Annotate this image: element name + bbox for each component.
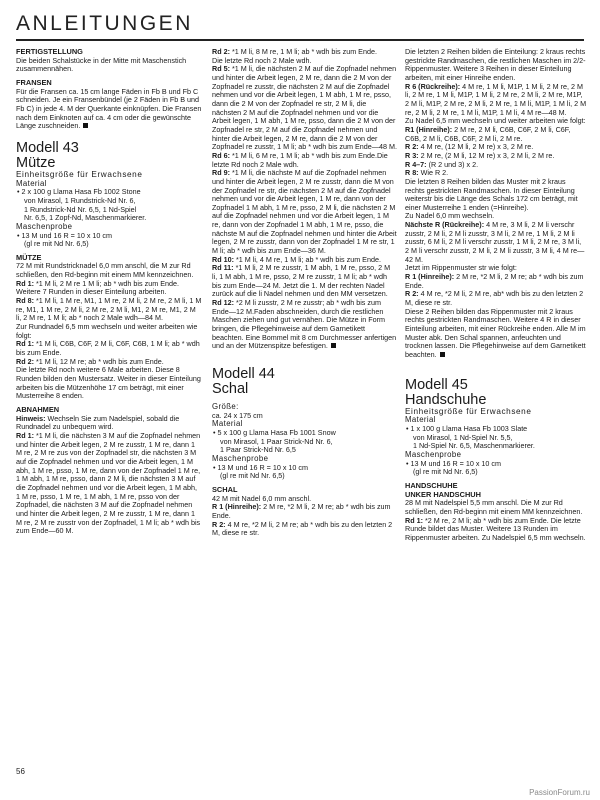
header-rule xyxy=(16,39,584,41)
section-heading-schal: SCHAL xyxy=(212,484,238,494)
title-line: Schal xyxy=(212,380,249,397)
paragraph: Weitere 7 Runden in dieser Einteilung arbeiten. xyxy=(16,287,167,297)
row-text: 4 M re, 3 M li, 2 M li verschr zusstr, 2 M li, 2 M li zusstr, 3 M li, 2 M re, 1 M li, 2 M li zusstr, 6 M li, 2 M li verschr zusstr, 1 M li, 2 M re, 3 M li, 2 M li verschr zusstr, 2 M li, 2 M li zusstr, 3 M li, 4 M re—42 M. xyxy=(405,220,585,264)
probe-line: (gl re mit Nd Nr. 6,5) xyxy=(220,471,285,481)
row-text: *1 M li, die nächsten 3 M auf die Zopfnadel nehmen und hinter die Arbeit legen, 2 M re zusstr, 1 M re, dann 1 M re, 2 M re zus von der Zopfnadel str, die nächsten 3 M auf die Zopfnadel nehmen und vor die Arbeit legen, 1 M abh, 1 M re, psso, 1 M re, dann von der Zopfnadel 1 M re, 1 M abh, 1 M re, psso, dann 2 M li, die nächsten 3 M auf die Zopfnadel nehmen und vor die Arbeit legen, 1 M abh, 1 M re, psso, 1 M re, 1 M abh, 1 M re, psso von der Zopfnadel, die nächsten 3 M auf die Zopfnadel nehmen und hinter die Arbeit legen, 2 M re zusstr, 1 M re, dann 1 M re, 2 M re zusstr von der Zopfnadel, 1 M li; ab * wdh bis zum Ende—60 M. xyxy=(16,430,201,536)
row-text: *1 M li, C6B, C6F, 2 M li, C6F, C6B, 1 M li; ab * wdh bis zum Ende. xyxy=(16,339,200,358)
instruction-row xyxy=(16,432,202,536)
paragraph: Jetzt im Rippenmuster str wie folgt: xyxy=(405,263,517,273)
row-text: *1 M li, 4 M re, 1 M li; ab * wdh bis zum Ende. xyxy=(233,254,381,264)
row-text: *1 M li, 12 M re; ab * wdh bis zum Ende. xyxy=(33,356,164,366)
row-text: *1 M li, 8 M re, 1 M li; ab * wdh bis zum Ende. xyxy=(229,47,377,56)
section-heading-fertigstellung: FERTIGSTELLUNG xyxy=(16,47,83,56)
row-label: Rd 6: xyxy=(212,150,230,160)
modell-43-title xyxy=(16,141,202,171)
row-label: Rd 12: xyxy=(212,298,234,308)
maschenprobe-label: Maschenprobe xyxy=(16,221,73,231)
instruction-row xyxy=(405,517,587,543)
material-line: von Mirasol, 1 Rundstrick-Nd Nr. 6, xyxy=(24,195,136,205)
instruction-row xyxy=(16,297,202,323)
groesse-label: Größe: xyxy=(212,401,239,411)
maschenprobe-label: Maschenprobe xyxy=(212,453,269,463)
instruction-row xyxy=(405,221,587,264)
paragraph: 72 M mit Rundstricknadel 6,0 mm anschl, die M zur Rd schließen, den Rd-beginn mit einem MM kennzeichnen. xyxy=(16,261,194,280)
paragraph: Die letzte Rd noch weitere 6 Male arbeiten. Diese 8 Runden bilden den Mustersatz. Weiter in dieser Einteilung arbeiten bis die Mützenhöhe 17 cm beträgt, mit einer Musterreihe 8 enden. xyxy=(16,365,201,401)
instruction-row xyxy=(212,503,397,520)
row-text: *1 M li, 2 M re zusstr, 1 M abh, 1 M re, psso, 2 M li, 1 M abh, 1 M re, psso, 2 M re zusstr, 1 M li; ab * wdh bis zum Ende—24 M. Jetzt die 1. M der rechten Nadel zurück auf die li Nadel nehmen und den MM versetzen. xyxy=(212,263,391,299)
page-header-title: ANLEITUNGEN xyxy=(16,12,193,35)
instruction-row xyxy=(16,340,202,357)
title-line: Modell 44 xyxy=(212,365,275,382)
probe-line: (gl re mit Nd Nr. 6,5) xyxy=(24,239,89,249)
row-label: Rd 11: xyxy=(212,263,234,273)
instruction-row xyxy=(212,65,397,152)
material-line: • 5 x 100 g Llama Hasa Fb 1001 Snow xyxy=(213,427,336,437)
row-text: *1 M li, 2 M re 1 M li; ab * wdh bis zum Ende. xyxy=(33,278,179,288)
row-label: Rd 9: xyxy=(212,168,230,178)
probe-line: • 13 M und 16 R = 10 x 10 cm xyxy=(17,230,113,240)
end-square-icon xyxy=(440,352,445,357)
material-line: 1 Rundstrick-Nd Nr. 6,5, 1 Nd-Spiel xyxy=(24,204,137,214)
row-text: 4 M re, *2 M li, 2 M re; ab * wdh bis zu den letzten 2 M, diese re str. xyxy=(212,519,393,538)
row-label: Rd 5: xyxy=(212,64,230,74)
modell-45-title xyxy=(405,378,587,408)
paragraph: Zu Nadel 6,5 mm wechseln und weiter arbeiten wie folgt: xyxy=(405,116,586,126)
row-label: Rd 2: xyxy=(212,47,230,56)
column-1 xyxy=(16,48,202,536)
row-label: R1 (Hinreihe): xyxy=(405,124,453,134)
material-line: von Mirasol, 1 Nd-Spiel Nr. 5,5, xyxy=(413,432,513,442)
probe-line: (gl re mit Nd Nr. 6,5) xyxy=(413,467,478,477)
modell-44-title xyxy=(212,367,397,397)
probe-line: • 13 M und 16 R = 10 x 10 cm xyxy=(406,458,502,468)
row-text: Wechseln Sie zum Nadelspiel, sobald die Rundnadel zu unbequem wird. xyxy=(16,413,180,432)
title-line: Modell 45 xyxy=(405,376,468,393)
section-heading-fransen: FRANSEN xyxy=(16,77,52,87)
row-text: *1 M li, 6 M re, 1 M li; ab * wdh bis zum Ende.Die letzte Rd noch 2 Male wdh. xyxy=(212,150,388,169)
row-label: R 4–7: xyxy=(405,159,427,169)
row-text: (R 2 und 3) x 2. xyxy=(426,159,479,169)
page-number: 56 xyxy=(16,767,25,776)
column-2 xyxy=(212,48,397,538)
paragraph: 28 M mit Nadelspiel 5,5 mm anschl. Die M zur Rd schließen, den Rd-beginn mit einem MM kennzeichnen. xyxy=(405,498,583,516)
row-label: Rd 1: xyxy=(16,430,34,440)
column-3 xyxy=(405,48,587,542)
material-line: 1 Nd-Spiel Nr. 6,5, Maschenmarkierer. xyxy=(413,441,535,451)
text: Diese 2 Reihen bilden das Rippenmuster mit 2 kraus rechts gestrickten Randmaschen. Weitere 4 R in dieser Einteilung arbeiten, mit einer Rückreihe enden. Alle M im Muster abk. Den Schal spannen, anfeuchten und trocknen lassen. Die Pflegehinweise auf dem Garnetikett beachten. xyxy=(405,306,586,359)
material-label: Material xyxy=(212,419,243,429)
row-text: Wie R 2. xyxy=(418,168,449,178)
maschenprobe-label: Maschenprobe xyxy=(405,449,462,459)
material-line: Nr. 6,5, 1 Zopf-Nd, Maschenmarkierer. xyxy=(24,213,147,223)
row-label: Rd 1: xyxy=(16,339,34,349)
section-heading-muetze: MÜTZE xyxy=(16,252,42,262)
row-label: R 3: xyxy=(405,150,419,160)
paragraph xyxy=(405,308,587,360)
row-label: Nächste R (Rückreihe): xyxy=(405,220,485,230)
row-label: R 6 (Rückreihe): xyxy=(405,81,461,91)
material-label: Material xyxy=(405,415,436,425)
instruction-row xyxy=(405,290,587,307)
row-label: Hinweis: xyxy=(16,413,46,423)
paragraph: Zu Nadel 6,0 mm wechseln. xyxy=(405,211,495,221)
size-subtitle: Einheitsgröße für Erwachsene xyxy=(16,169,143,179)
instruction-row xyxy=(212,521,397,538)
size-subtitle: Einheitsgröße für Erwachsene xyxy=(405,406,532,416)
row-label: R 1 (Hinreihe): xyxy=(405,272,455,282)
row-text: *2 M li zusstr, 2 M re zusstr; ab * wdh bis zum Ende—12 M.Faden abschneiden, durch die restlichen Maschen ziehen und gut vernähen. Die Mütze in Form bringen, die Pflegehinweise auf dem Garnetikett beachten. Eine Bommel mit 8 cm Durchmesser anfertigen und an der Mützenspitze befestigen. xyxy=(212,298,397,351)
instruction-row xyxy=(405,273,587,290)
section-heading-abnahmen: ABNAHMEN xyxy=(16,404,60,414)
row-text: 4 M re, 1 M li, M1P, 1 M li, 2 M re, 2 M li, 2 M re, 1 M li, M1P, 1 M li, 2 M re, 2 M li, 2 M re, M1P, 2 M li, M1P, 2 M re, 2 M li, 2 M re, 1 M li, M1P, 1 M li, 2 M re, 2 M li, 2 M re, 1 M li, M1P, 1 M li, 4 M re—48 M. xyxy=(405,81,587,117)
row-label: R 2: xyxy=(405,142,419,152)
probe-line: • 13 M und 16 R = 10 x 10 cm xyxy=(213,462,309,472)
instruction-row xyxy=(405,126,587,143)
title-line: Mütze xyxy=(16,154,56,171)
row-label: Rd 10: xyxy=(212,254,234,264)
row-text: 2 M re, *2 M li, 2 M re; ab * wdh bis zum Ende. xyxy=(212,502,391,520)
end-square-icon xyxy=(331,343,336,348)
row-label: R 8: xyxy=(405,168,419,178)
row-text: *1 M li, die nächsten 2 M auf die Zopfnadel nehmen und hinter die Arbeit legen, 2 M re, dann die 2 M von der Zopfnadel re zusstr, die nächsten 2 M auf die Zopfnadel nehmen und vor die Arbeit legen, 1 M abh, 1 M re, psso, dann die 2 M von der Zopfnadel re str, 2 M li, die nächsten 2 M auf die Zopfnadel nehmen und vor die Arbeit legen, 1 M abh, 1 M re, psso, dann die 2 M von der Zopfnadel re str, 2 M auf die Zopfnadel nehmen und hinter die Arbeit legen, 2 M re, dann die 2 M von der Zopfnadel re zusstr, 1 M li; ab * wdh bis zum Ende—48 M. xyxy=(212,64,397,152)
paragraph xyxy=(16,88,202,131)
row-text: *1 M li, 1 M re, M1, 1 M re, 2 M li, 2 M re, 2 M li, 1 M re, M1, 1 M re, 2 M li, 2 M re, 2 M li, M1, 2 M re, M1, 2 M li, 2 M re, 1 M li; ab * noch 2 Male wdh—84 M. xyxy=(16,296,202,323)
paragraph: Die letzte Rd noch 2 Male wdh. xyxy=(212,55,312,65)
text: Für die Fransen ca. 15 cm lange Fäden in Fb B und Fb C schneiden. Je ein Fransenbündel (je 2 Fäden in Fb B und Fb C) in jede 4. M der Querkante einknüpfen. Die Fransen nach dem Einknoten auf ca. 4 cm oder die gewünschte Länge zuschneiden. xyxy=(16,86,202,131)
paragraph: Die beiden Schalstücke in der Mitte mit Maschenstich zusammennähen. xyxy=(16,55,187,74)
row-label: R 1 (Hinreihe): xyxy=(212,502,262,512)
row-label: R 2: xyxy=(405,289,419,299)
groesse-value: ca. 24 x 175 cm xyxy=(212,410,263,420)
material-line: 1 Paar Strick-Nd Nr. 6,5 xyxy=(220,445,296,455)
instruction-row xyxy=(405,83,587,118)
instruction-row xyxy=(212,169,397,256)
paragraph: Die letzten 8 Reihen bilden das Muster mit 2 kraus rechts gestrickten Randmaschen. In dieser Einteilung weiterstr bis die Länge des Schals 172 cm beträgt, mit einer Musterreihe 1 enden (=Hinreihe). xyxy=(405,176,578,212)
material-line: von Mirasol, 1 Paar Strick-Nd Nr. 6, xyxy=(220,436,333,446)
row-text: 4 M re, (12 M li, 2 M re) x 3, 2 M re. xyxy=(418,142,534,152)
watermark: PassionForum.ru xyxy=(529,788,590,797)
title-line: Handschuhe xyxy=(405,391,487,408)
material-line: • 1 x 100 g Llama Hasa Fb 1003 Slate xyxy=(406,423,528,433)
section-heading-handschuhe: HANDSCHUHE xyxy=(405,480,458,490)
row-text: *1 M li, die nächste M auf die Zopfnadel nehmen und hinter die Arbeit legen, 2 M re zusstr, dann die M von der Zopfnadel re str, die nächsten 2 M auf die Zopfnadel nehmen und vor die Arbeit legen, 1 M re, dann von der Zopfnadel 1 M abh, 1 M re, psso, 2 M li, die nächsten 2 M auf die Zopfnadel nehmen und vor die Arbeit legen, 1 M re, dann von der Zopfnadel 1 M abh, 1 M re, psso, die nächste M auf die Zopfnadel nehmen und hinter die Arbeit legen, 2 M re zusstr, dann von der Zopfnadel 1 M re str, 1 M li; ab * wdh bis zum Ende—36 M. xyxy=(212,168,397,256)
row-text: 2 M re, *2 M li, 2 M re; ab * wdh bis zum Ende. xyxy=(405,272,584,290)
instruction-row xyxy=(212,264,397,299)
instruction-row xyxy=(16,415,202,432)
title-line: Modell 43 xyxy=(16,139,79,156)
instruction-row xyxy=(212,152,397,169)
paragraph: Zur Rundnadel 6,5 mm wechseln und weiter arbeiten wie folgt: xyxy=(16,322,198,340)
row-text: 4 M re, *2 M li, 2 M re, ab* wdh bis zu den letzten 2 M, diese re str. xyxy=(405,289,584,308)
paragraph: 42 M mit Nadel 6,0 mm anschl. xyxy=(212,493,312,503)
row-text: *2 M re, 2 M li; ab * wdh bis zum Ende. Die letzte Runde bildet das Muster. Weitere 13 Runden im Rippenmuster arbeiten. Zu Nadelspiel 6,5 mm wechseln. xyxy=(405,515,586,542)
row-label: Rd 1: xyxy=(16,278,34,288)
material-line: • 2 x 100 g Llama Hasa Fb 1002 Stone xyxy=(17,187,141,197)
row-label: Rd 1: xyxy=(405,515,423,525)
row-text: 2 M re, (2 M li, 12 M re) x 3, 2 M li, 2 M re. xyxy=(418,150,555,160)
material-label: Material xyxy=(16,178,47,188)
row-label: R 2: xyxy=(212,519,226,529)
row-text: 2 M re, 2 M li, C6B, C6F, 2 M li, C6F, C6B, 2 M li, C6B, C6F, 2 M li, 2 M re. xyxy=(405,124,571,143)
section-heading-unterer-handschuh: UNKER HANDSCHUH xyxy=(405,489,481,499)
row-label: Rd 8: xyxy=(16,296,34,306)
row-label: Rd 2: xyxy=(16,356,34,366)
paragraph: Die letzten 2 Reihen bilden die Einteilung: 2 kraus rechts gestrickte Randmaschen, die restlichen Maschen im 2/2-Rippenmuster. Weitere 3 Reihen in dieser Einteilung arbeiten, mit einer Hinreihe enden. xyxy=(405,47,586,82)
end-square-icon xyxy=(83,123,88,128)
instruction-row xyxy=(212,299,397,351)
